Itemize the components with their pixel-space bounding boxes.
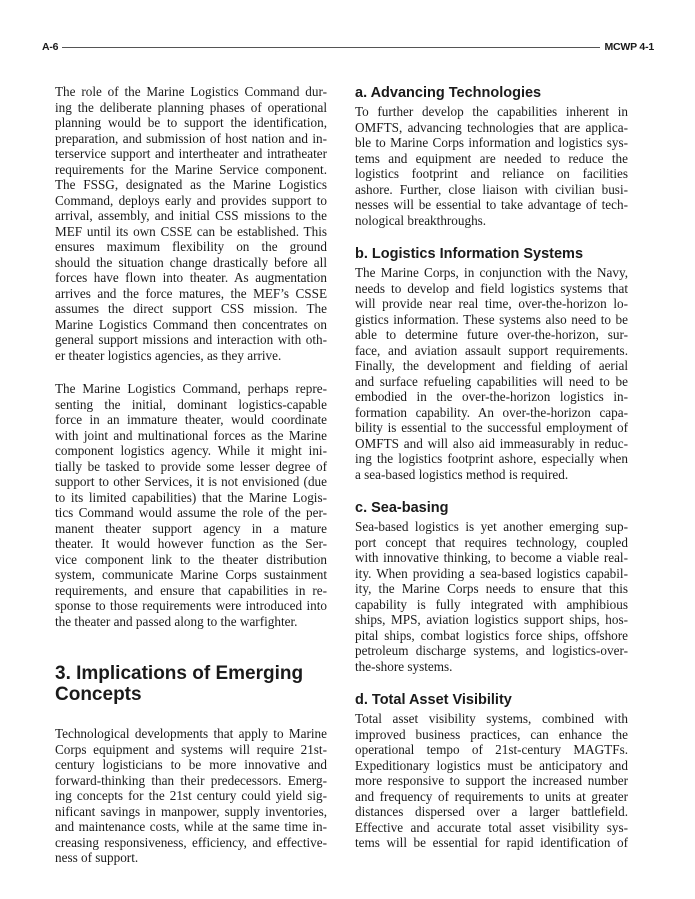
left-column <box>55 84 327 866</box>
text-line: support to other Services, it is not envisioned (due <box>55 474 327 489</box>
text-line: requirements, and ensure that capabilities in re- <box>55 582 327 598</box>
text-line: the theater and passed along to the warfighter. <box>55 613 298 629</box>
text-line: ing the deliberate planning phases of operational <box>55 99 327 115</box>
text-line: tems and equipment are needed to reduce the <box>355 150 628 166</box>
text-line: century logisticians to be more innovative and <box>55 757 327 772</box>
text-line: and surface refueling capabilities will need to be <box>355 373 628 389</box>
text-line: OMFTS and will also aid immeasurably in reduc- <box>355 435 628 451</box>
text-line: arrival, assembly, and initial CSS missions to the <box>55 208 327 223</box>
text-line: theater. It would however function as the Ser- <box>55 536 327 551</box>
section-heading-emerging-concepts: 3. Implications of Emerging Concepts <box>55 663 304 705</box>
text-line: preparation, and submission of host nation and in- <box>55 130 327 146</box>
text-line: bility is essential to the successful employment of <box>355 420 628 435</box>
page-number: A-6 <box>42 41 59 53</box>
header-rule <box>62 47 600 48</box>
text-line: Technological developments that apply to Marine <box>55 726 327 741</box>
subheading-advancing-technologies: a. Advancing Technologies <box>355 85 542 101</box>
text-line: ity. When providing a sea-based logistics capabil- <box>355 565 628 581</box>
paragraph-mlc-coordination <box>55 381 327 629</box>
text-line: terservice support and intertheater and intratheater <box>55 146 327 161</box>
running-header <box>42 40 654 54</box>
text-line: ashore. Further, close liaison with civilian busi- <box>355 181 628 197</box>
text-line: ing concepts for the 21st century could yield sig- <box>55 788 327 803</box>
text-line: force in an immature theater, would coordinate <box>55 412 327 427</box>
paragraph-sea-basing <box>355 519 628 674</box>
text-line: OMFTS, advancing technologies that are applica- <box>355 119 628 135</box>
text-line: tics Command would assume the role of the per- <box>55 505 327 520</box>
text-line: logistics footprint and reliance on facilities <box>355 166 628 181</box>
text-line: ity, the Marine Corps needs to ensure that this <box>355 581 628 596</box>
text-line: creasing responsiveness, efficiency, and effective- <box>55 834 327 850</box>
text-line: nificant savings in manpower, supply inventories, <box>55 803 327 819</box>
text-line: able to determine future over-the-horizon, sur- <box>355 327 628 342</box>
text-line: distances dispersed over a larger battlefield. <box>355 804 628 819</box>
text-line: Corps equipment and systems will require 21st- <box>55 741 327 757</box>
text-line: Sea-based logistics is yet another emerging sup- <box>355 519 628 534</box>
text-line: formation capability. An over-the-horizon capa- <box>355 404 628 420</box>
text-line: Total asset visibility systems, combined with <box>355 711 628 726</box>
text-line: ness of support. <box>55 850 139 865</box>
text-line: petroleum discharge systems, and logistics-over- <box>355 643 628 658</box>
text-line: gistics information. These systems also need to be <box>355 311 628 327</box>
paragraph-logistics-information-systems <box>355 265 628 482</box>
text-line: The FSSG, designated as the Marine Logistics <box>55 177 327 192</box>
text-line: system, communicate Marine Corps sustainment <box>55 567 327 582</box>
text-line: needs to develop and field logistics systems that <box>355 280 628 296</box>
text-line: tems will be essential for rapid identification of <box>355 835 628 850</box>
paragraph-advancing-technologies <box>355 104 628 228</box>
text-line: pital ships, combat logistics force ships, offshore <box>355 627 628 643</box>
text-line: Effective and accurate total asset visibility sys- <box>355 819 628 835</box>
text-line: arrives and the force matures, the MEF’s CSSE <box>55 285 327 301</box>
publication-id: MCWP 4-1 <box>604 41 654 53</box>
text-line: ing the logistics footprint ashore, especially when <box>355 451 628 466</box>
text-line: requirements for the Marine Service component. <box>55 161 327 177</box>
text-line: vice component link to the theater distribution <box>55 551 327 567</box>
text-line: with joint and multinational forces as the Marine <box>55 427 327 443</box>
text-line: will provide near real time, over-the-horizon lo- <box>355 296 628 311</box>
text-line: port concept that requires technology, coupled <box>355 534 628 550</box>
text-line: component logistics agency. While it might ini- <box>55 443 327 458</box>
paragraph-mlc-role <box>55 84 327 363</box>
text-line: face, and aviation assault support requirements. <box>355 342 628 358</box>
text-line: ships, MPS, aviation logistics support ships, hos- <box>355 612 628 627</box>
text-line: planning would be to support the identification, <box>55 115 327 130</box>
text-line: forces have flown into theater. As augmentation <box>55 270 327 285</box>
text-line: ensures maximum flexibility on the ground <box>55 239 327 254</box>
text-line: The Marine Logistics Command, perhaps repre- <box>55 381 327 396</box>
subheading-logistics-information-systems: b. Logistics Information Systems <box>355 246 584 262</box>
text-line: capability is fully integrated with amphibious <box>355 596 628 612</box>
text-line: more responsive to support the increased number <box>355 773 628 788</box>
text-line: ble to Marine Corps information and logistics sys- <box>355 135 628 150</box>
subheading-total-asset-visibility: d. Total Asset Visibility <box>355 692 512 708</box>
text-line: nesses will be essential to take advantage of tech- <box>355 197 628 212</box>
text-line: MEF until its own CSSE can be established. This <box>55 223 327 239</box>
text-line: embodied in the over-the-horizon logistics in- <box>355 389 628 404</box>
text-line: a sea-based logistics method is required. <box>355 466 569 482</box>
text-line: Expeditionary logistics must be anticipatory and <box>355 757 628 773</box>
text-line: er theater logistics agencies, as they arrive. <box>55 347 282 363</box>
text-line: tially be tasked to provide some lesser degree of <box>55 458 327 474</box>
paragraph-total-asset-visibility <box>355 711 628 851</box>
paragraph-emerging-concepts <box>55 726 327 866</box>
text-line: and frequency of requirements to units at greater <box>355 788 628 804</box>
text-line: Marine Logistics Command then concentrates on <box>55 316 327 332</box>
text-line: To further develop the capabilities inherent in <box>355 104 628 119</box>
text-line: nological breakthroughs. <box>355 212 487 228</box>
text-line: sponse to those requirements were introduced into <box>55 598 327 613</box>
text-line: forward-thinking than their predecessors. Emerg- <box>55 772 327 788</box>
text-line: The role of the Marine Logistics Command dur- <box>55 84 327 99</box>
text-line: to its limited capabilities) that the Marine Logis- <box>55 489 327 505</box>
text-line: should the situation change drastically before all <box>55 254 327 270</box>
text-line: The Marine Corps, in conjunction with the Navy, <box>355 265 628 280</box>
text-line: Command, deploys early and provides support to <box>55 192 327 208</box>
text-line: general support missions and interaction with oth- <box>55 332 327 347</box>
subheading-sea-basing: c. Sea-basing <box>355 500 449 516</box>
text-line: Finally, the development and fielding of aerial <box>355 358 628 373</box>
text-line: manent theater support agency in a mature <box>55 520 327 536</box>
text-line: operational tempo of 21st-century MAGTFs. <box>355 742 628 757</box>
text-line: the-shore systems. <box>355 658 453 674</box>
text-line: assumes the direct support CSS mission. The <box>55 301 327 316</box>
right-column <box>355 84 628 851</box>
text-line: improved business practices, can enhance the <box>355 726 628 742</box>
text-line: and maintenance costs, while at the same time in- <box>55 819 327 834</box>
text-line: with innovative thinking, to become a viable real- <box>355 550 628 565</box>
text-line: senting the initial, dominant logistics-capable <box>55 396 327 412</box>
